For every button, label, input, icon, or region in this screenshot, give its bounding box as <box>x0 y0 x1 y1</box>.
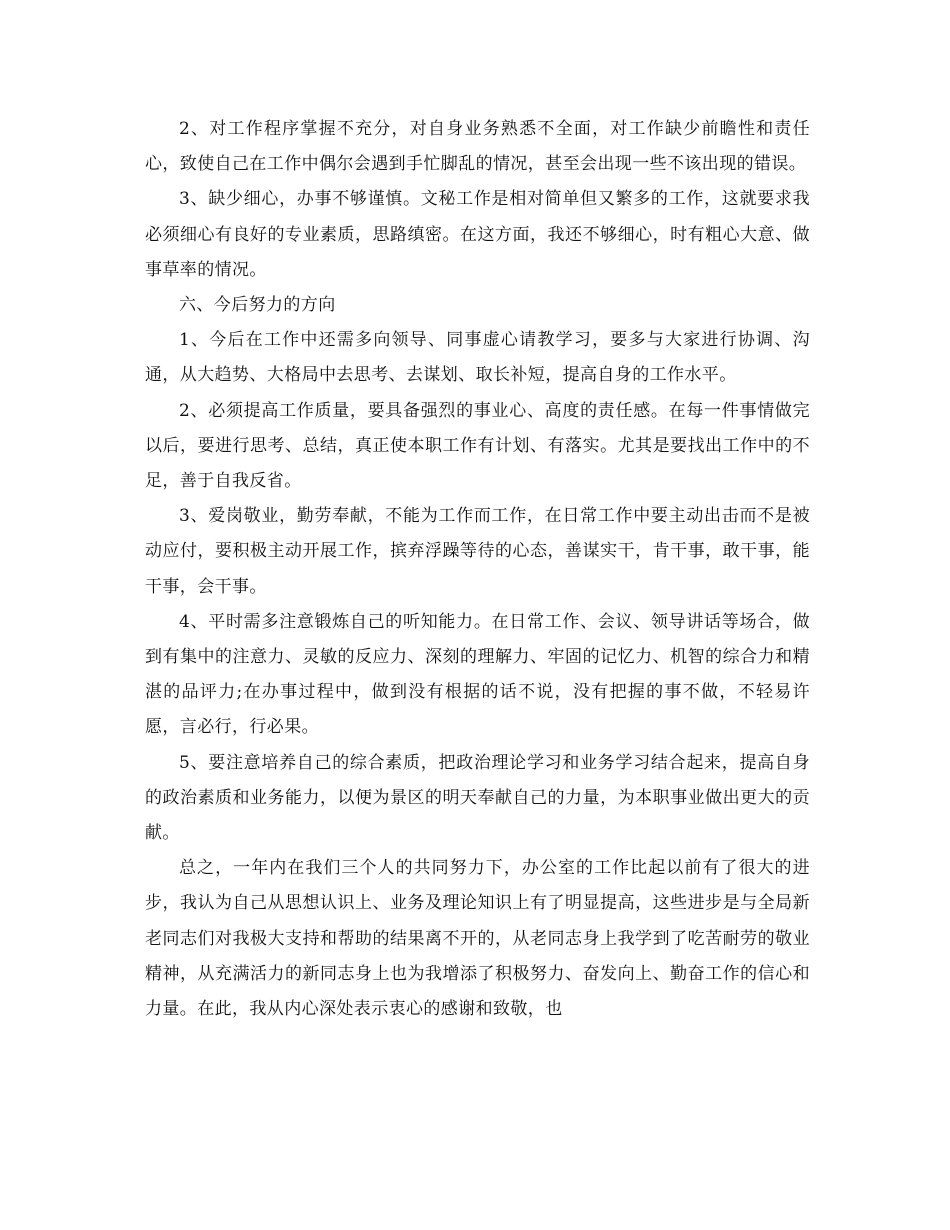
paragraph-direction-3: 3、爱岗敬业，勤劳奉献，不能为工作而工作，在日常工作中要主动出击而不是被动应付，要积极主动开展工作，摈弃浮躁等待的心态，善谋实干，肯干事，敢干事，能干事，会干事。 <box>145 506 810 597</box>
paragraph-direction-5: 5、要注意培养自己的综合素质，把政治理论学习和业务学习结合起来，提高自身的政治素质和业务能力，以便为景区的明天奉献自己的力量，为本职事业做出更大的贡献。 <box>145 752 810 844</box>
paragraph-item-3-carefulness: 3、缺少细心，办事不够谨慎。文秘工作是相对简单但又繁多的工作，这就要求我必须细心有良好的专业素质，思路缜密。在这方面，我还不够细心，时有粗心大意、做事草率的情况。 <box>145 189 810 280</box>
document-body <box>145 112 810 1027</box>
paragraph-item-2-work-procedure: 2、对工作程序掌握不充分，对自身业务熟悉不全面，对工作缺少前瞻性和责任心，致使自己在工作中偶尔会遇到手忙脚乱的情况，甚至会出现一些不该出现的错误。 <box>145 119 810 175</box>
paragraph-direction-1: 1、今后在工作中还需多向领导、同事虚心请教学习，要多与大家进行协调、沟通，从大趋势、大格局中去思考、去谋划、取长补短，提高自身的工作水平。 <box>145 330 810 386</box>
section-heading-future-direction: 六、今后努力的方向 <box>179 295 336 316</box>
paragraph-direction-4: 4、平时需多注意锻炼自己的听知能力。在日常工作、会议、领导讲话等场合，做到有集中的注意力、灵敏的反应力、深刻的理解力、牢固的记忆力、机智的综合力和精湛的品评力;在办事过程中，做到没有根据的话不说，没有把握的事不做，不轻易许愿，言必行，行必果。 <box>145 611 810 738</box>
paragraph-direction-2: 2、必须提高工作质量，要具备强烈的事业心、高度的责任感。在每一件事情做完以后，要进行思考、总结，真正使本职工作有计划、有落实。尤其是要找出工作中的不足，善于自我反省。 <box>145 400 810 492</box>
paragraph-conclusion: 总之，一年内在我们三个人的共同努力下，办公室的工作比起以前有了很大的进步，我认为自己从思想认识上、业务及理论知识上有了明显提高，这些进步是与全局新老同志们对我极大支持和帮助的结果离不开的，从老同志身上我学到了吃苦耐劳的敬业精神，从充满活力的新同志身上也为我增添了积极努力、奋发向上、勤奋工作的信心和力量。在此，我从内心深处表示衷心的感谢和致敬，也 <box>145 858 810 1020</box>
